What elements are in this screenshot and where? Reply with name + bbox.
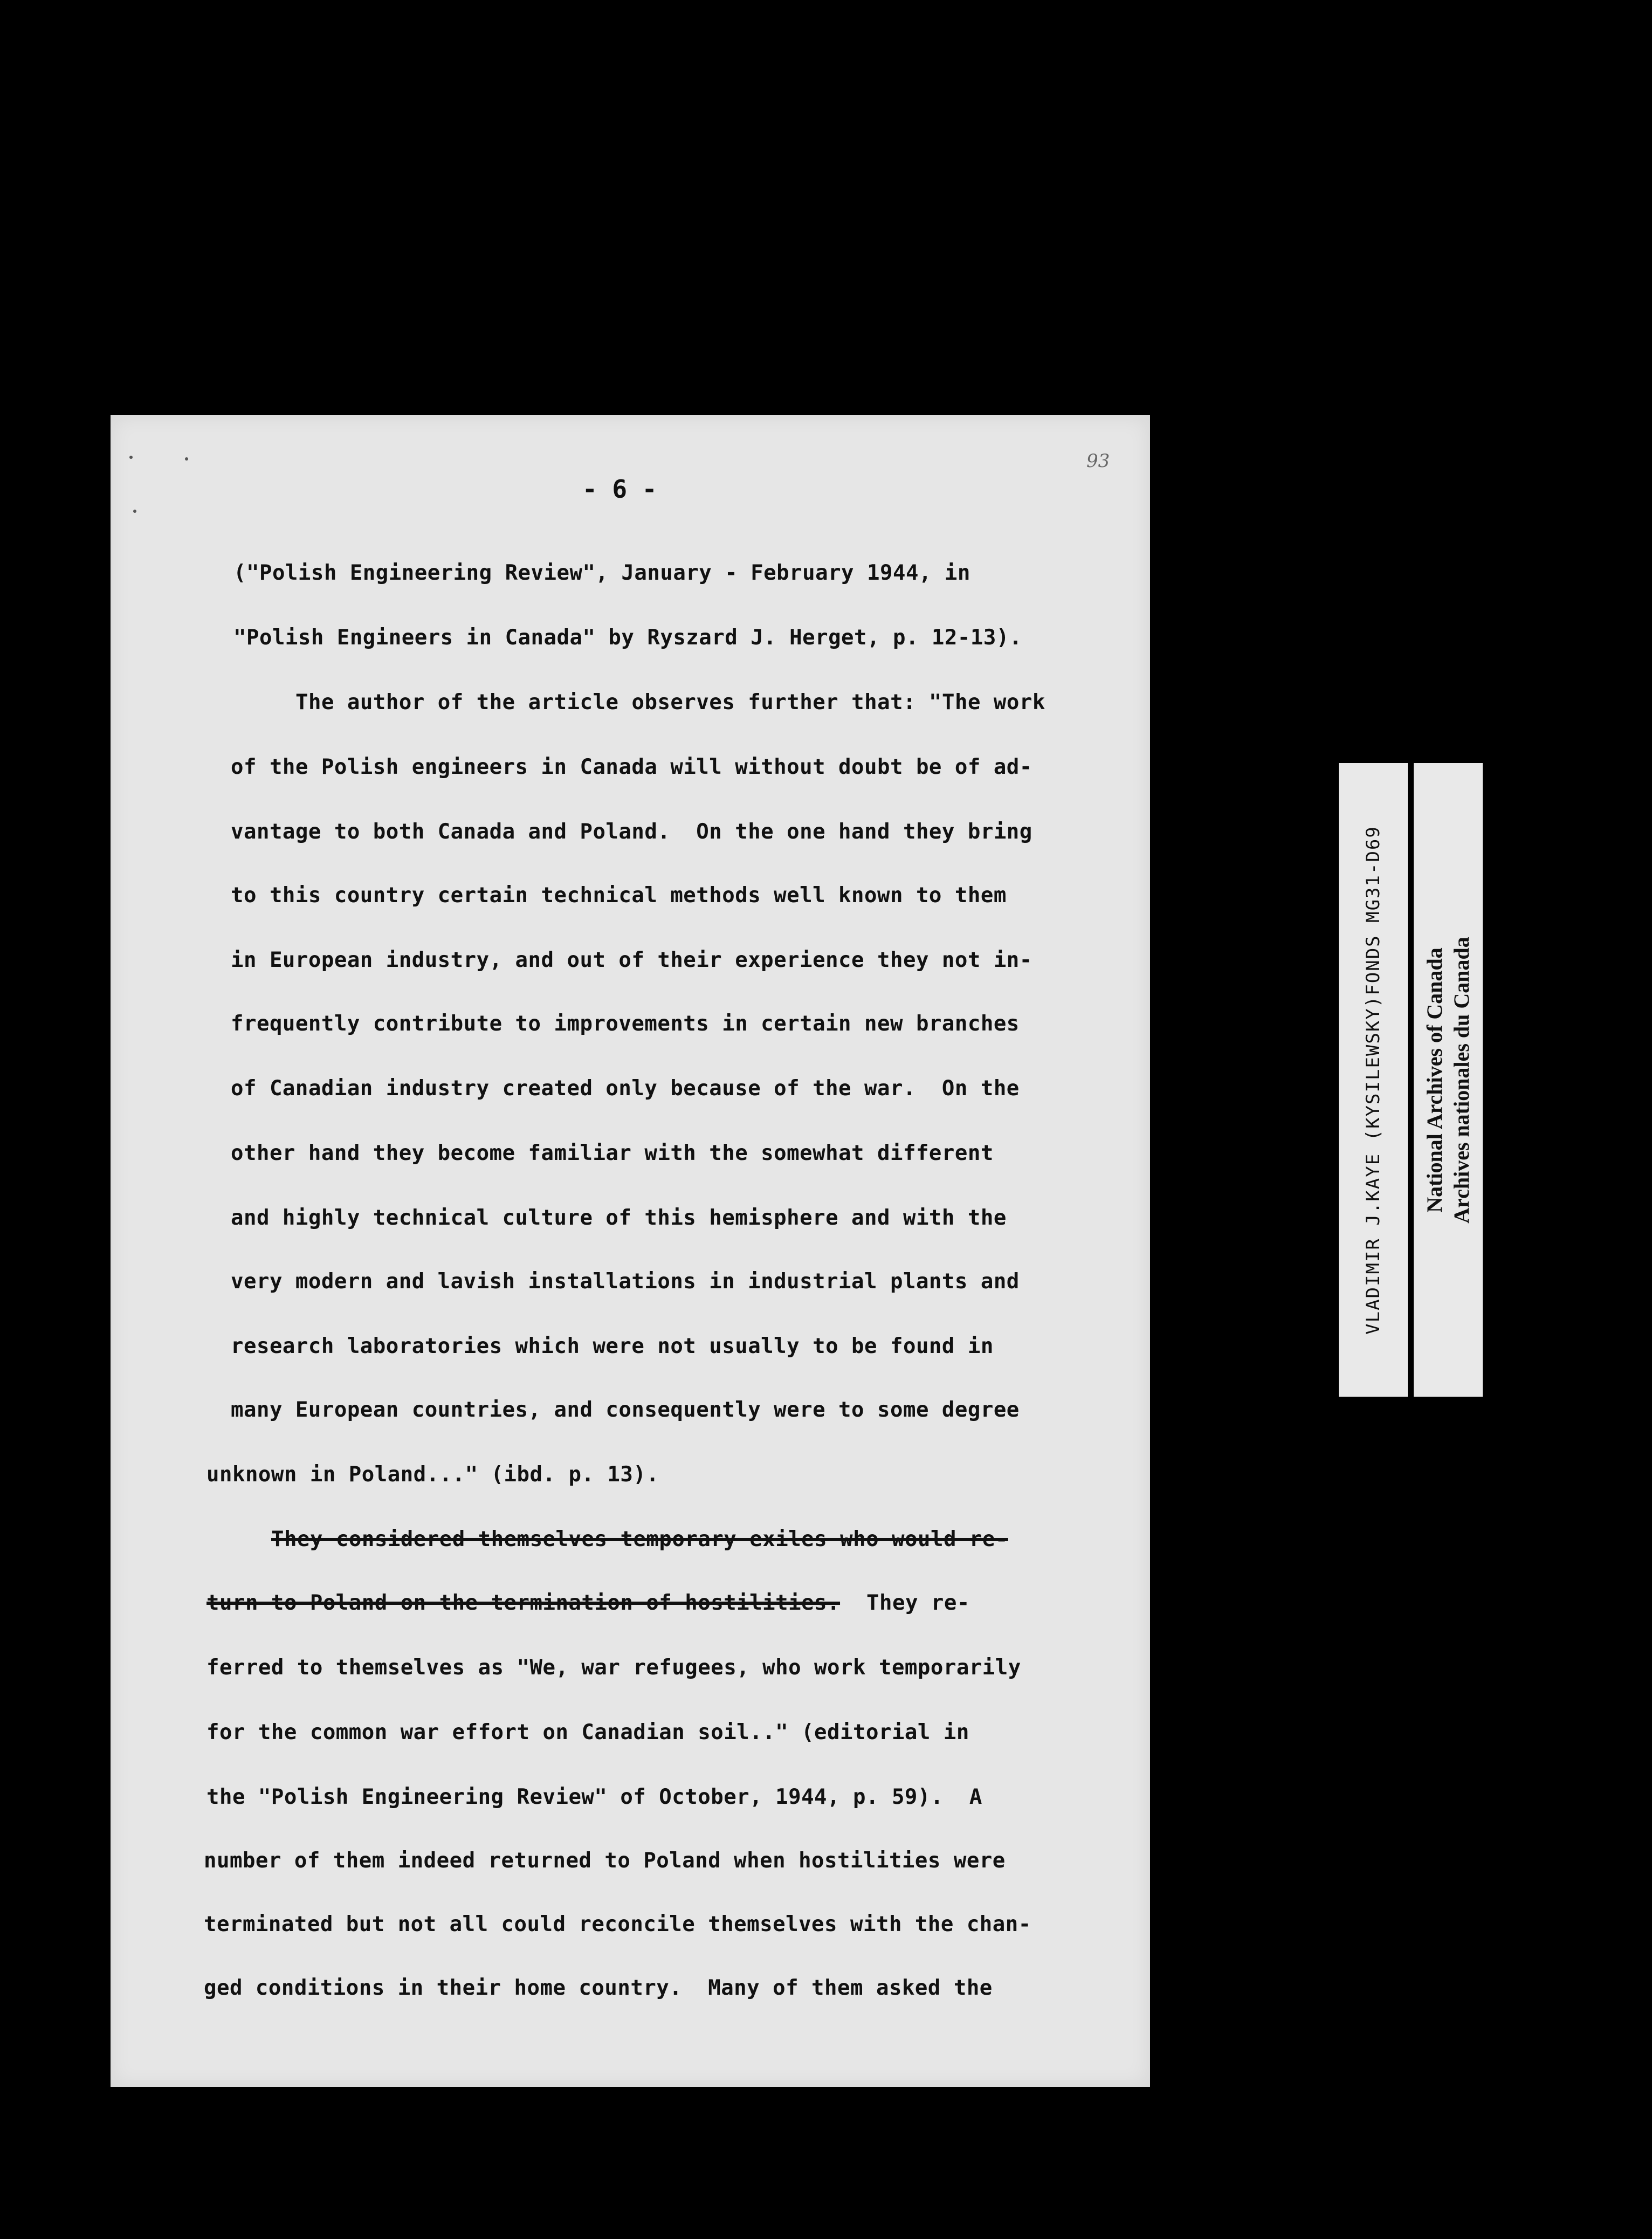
speck	[129, 456, 133, 459]
text-line: of Canadian industry created only because of the war. On the	[231, 1076, 1020, 1101]
text-line: many European countries, and consequently were to some degree	[231, 1398, 1020, 1422]
struck-text-line: turn to Poland on the termination of hostilities.	[206, 1591, 841, 1615]
text-line: They re-	[866, 1591, 970, 1615]
text-line: other hand they become familiar with the somewhat different	[231, 1141, 994, 1165]
text-line: and highly technical culture of this hemisphere and with the	[231, 1206, 1007, 1230]
text-line: to this country certain technical methods well known to them	[231, 883, 1007, 908]
archives-label-text	[1421, 937, 1475, 1224]
text-line: the "Polish Engineering Review" of October, 1944, p. 59). A	[206, 1785, 982, 1809]
fonds-label-text: VLADIMIR J.KAYE (KYSILEWSKY)FONDS MG31-D69	[1362, 825, 1384, 1335]
struck-text-line: They considered themselves temporary exiles who would re-	[271, 1527, 1008, 1551]
text-line: number of them indeed returned to Poland when hostilities were	[204, 1849, 1006, 1873]
archives-name-fr: Archives nationales du Canada	[1449, 936, 1474, 1224]
text-line: "Polish Engineers in Canada" by Ryszard J. Herget, p. 12-13).	[233, 626, 1022, 650]
text-line: ged conditions in their home country. Many of them asked the	[204, 1976, 993, 2000]
text-line: unknown in Poland..." (ibd. p. 13).	[206, 1462, 659, 1487]
text-line: The author of the article observes further that: "The work	[295, 690, 1045, 715]
text-line: research laboratories which were not usually to be found in	[231, 1334, 994, 1358]
text-line: of the Polish engineers in Canada will without doubt be of ad-	[231, 755, 1032, 779]
text-line: for the common war effort on Canadian soil.." (editorial in	[206, 1720, 969, 1745]
text-line: terminated but not all could reconcile themselves with the chan-	[204, 1912, 1031, 1936]
text-line: very modern and lavish installations in industrial plants and	[231, 1269, 1020, 1294]
text-line: in European industry, and out of their experience they not in-	[231, 948, 1032, 972]
page-number: - 6 -	[582, 475, 657, 504]
document-page	[111, 415, 1150, 2087]
text-line: ferred to themselves as "We, war refugees, who work temporarily	[206, 1656, 1021, 1680]
archive-page-mark: 93	[1086, 450, 1110, 472]
text-line: frequently contribute to improvements in certain new branches	[231, 1012, 1020, 1036]
text-line: ("Polish Engineering Review", January - February 1944, in	[233, 561, 970, 585]
archives-name-en: National Archives of Canada	[1422, 947, 1447, 1213]
speck	[185, 457, 188, 461]
archives-label	[1414, 763, 1483, 1397]
speck	[133, 510, 136, 513]
text-line: vantage to both Canada and Poland. On the one hand they bring	[231, 820, 1032, 844]
fonds-label	[1339, 763, 1408, 1397]
